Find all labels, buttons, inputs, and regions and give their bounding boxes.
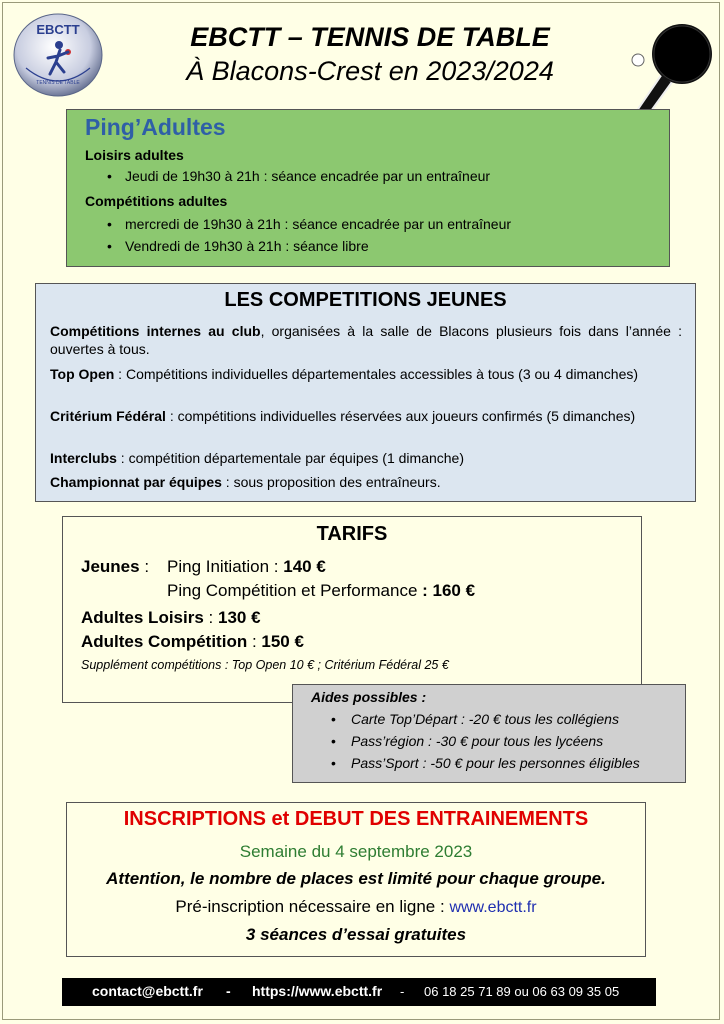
inscriptions-heading: INSCRIPTIONS et DEBUT DES ENTRAINEMENTS [123,808,589,830]
competition-item [50,449,682,467]
tarifs-section [62,516,642,703]
competition-name: Top Open [50,366,115,382]
preinscription-line [67,897,645,917]
start-week: Semaine du 4 septembre 2023 [239,842,473,861]
competition-item [50,407,682,425]
ping-pong-paddle-icon [622,16,714,122]
ping-initiation-price: Ping Initiation : 140 € [167,557,326,576]
free-trial: 3 séances d’essai gratuites [245,925,467,944]
list-item: • Carte Top’Départ : -20 € tous les collégiens [351,711,619,727]
svg-text:TENNIS DE TABLE: TENNIS DE TABLE [36,80,80,86]
website-link[interactable]: www.ebctt.fr [449,899,537,916]
page-subtitle: À Blacons-Crest en 2023/2024 [186,56,554,86]
tarifs-heading: TARIFS [316,523,388,545]
ping-competition-price: Ping Compétition et Performance : 160 € [167,581,476,600]
website-url[interactable]: https://www.ebctt.fr [252,983,383,999]
loisirs-heading: Loisirs adultes [85,147,184,163]
page-title: EBCTT – TENNIS DE TABLE [190,22,550,52]
list-item: • Jeudi de 19h30 à 21h : séance encadrée par un entraîneur [125,168,490,184]
competition-name: Championnat par équipes [50,474,222,490]
inscriptions-section [66,802,646,957]
footer-separator: - [226,983,231,999]
competition-item [50,365,682,383]
footer-separator: - [400,984,405,999]
competition-description: : compétition départementale par équipes (1 dimanche) [116,450,464,466]
adultes-loisirs-price: Adultes Loisirs : 130 € [81,608,261,627]
competition-description: , organisées à la salle de Blacons plusieurs fois dans l’année : ouvertes à tous. [50,323,682,357]
logo-text: EBCTT [36,22,80,37]
competition-description: : Compétitions individuelles départementales accessibles à tous (3 ou 4 dimanches) [114,366,639,382]
supplement-note: Supplément compétitions : Top Open 10 € ; Critérium Fédéral 25 € [81,658,449,672]
adultes-competition-price: Adultes Compétition : 150 € [81,632,304,651]
competition-item [50,473,682,491]
ping-adultes-heading: Ping’Adultes [85,114,226,140]
aides-heading: Aides possibles : [311,689,427,705]
list-item: • Pass’région : -30 € pour tous les lycéens [351,733,603,749]
list-item: • Pass’Sport : -50 € pour les personnes éligibles [351,755,640,771]
competition-name: Interclubs [50,450,117,466]
list-item: • Vendredi de 19h30 à 21h : séance libre [125,238,369,254]
footer-bar [62,978,656,1006]
preinscription-text: Pré-inscription nécessaire en ligne : [175,897,450,916]
competitions-jeunes-section [35,283,696,502]
places-warning: Attention, le nombre de places est limité pour chaque groupe. [106,869,606,888]
competitions-jeunes-heading: LES COMPETITIONS JEUNES [224,289,507,311]
aides-section [292,684,686,783]
competition-name: Critérium Fédéral [50,408,166,424]
contact-email[interactable]: contact@ebctt.fr [92,983,203,999]
ebctt-logo [12,12,104,98]
ping-adultes-section [66,109,670,267]
competition-name: Compétitions internes au club [50,323,261,339]
competition-item [50,322,682,358]
competition-description: : sous proposition des entraîneurs. [221,474,441,490]
list-item: • mercredi de 19h30 à 21h : séance encadrée par un entraîneur [125,216,511,232]
phone-numbers: 06 18 25 71 89 ou 06 63 09 35 05 [424,984,620,999]
jeunes-label: Jeunes : [81,557,150,576]
competitions-adultes-heading: Compétitions adultes [85,193,228,209]
competition-description: : compétitions individuelles réservées aux joueurs confirmés (5 dimanches) [165,408,636,424]
